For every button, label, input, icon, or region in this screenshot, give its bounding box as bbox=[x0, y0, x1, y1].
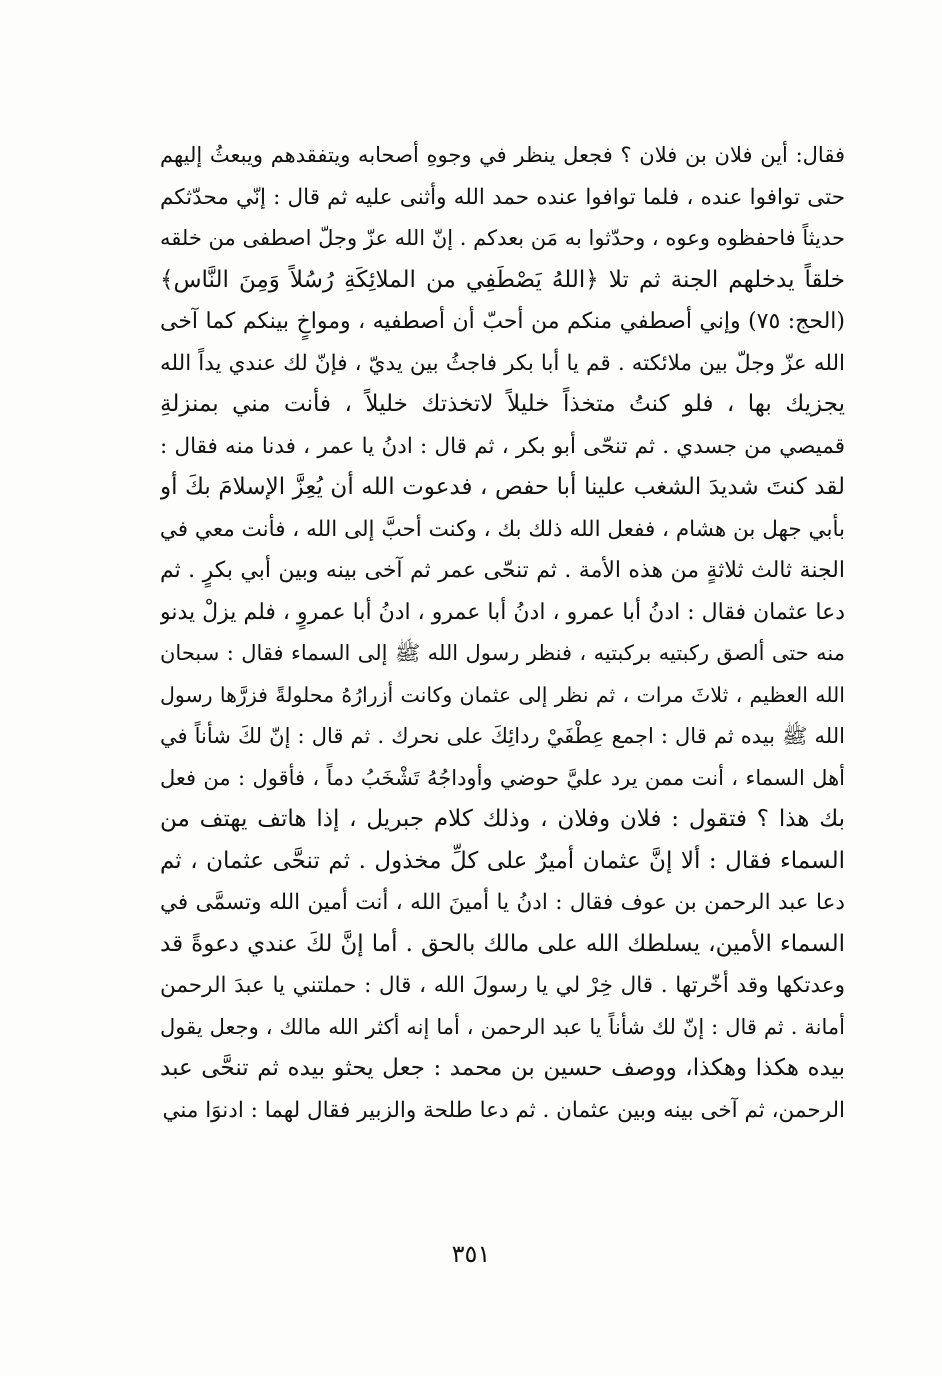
text-line: (الحج: ٧٥) وإني أصطفي منكم من أحبّ أن أصطفيه ، ومواخٍ بينكم كما آخى bbox=[160, 309, 845, 334]
text-line: دعا عثمان فقال : ادنُ أبا عمرو ، ادنُ أبا عمرو ، ادنُ أبا عمروٍ ، فلم يزلْ يدنو bbox=[160, 599, 845, 625]
text-line: بيده هكذا وهكذا، ووصف حسين بن محمد : جعل يحثو بيده ثم تنحَّى عبد bbox=[160, 1055, 845, 1081]
text-line: خلقاً يدخلهم الجنة ثم تلا ﴿اللهُ يَصْطَفِي من الملائِكَةِ رُسُلاً وَمِنَ النَّاس﴾ bbox=[160, 266, 845, 293]
body-text bbox=[160, 135, 845, 1131]
text-line: وعدتكها وقد أخّرتها . قال خِرْ لي يا رسولَ الله ، قال : حملتني يا عبدَ الرحمن bbox=[160, 973, 845, 998]
text-line: بأبي جهل بن هشام ، ففعل الله ذلك بك ، وكنت أحبَّ إلى الله ، فأنت معي في bbox=[160, 516, 845, 542]
text-line: الجنة ثالث ثلاثةٍ من هذه الأمة . ثم تنحّى عمر ثم آخى بينه وبين أبي بكرٍ . ثم bbox=[160, 558, 845, 583]
text-line: لقد كنتَ شديدَ الشغب علينا أبا حفص ، فدعوت الله أن يُعِزَّ الإسلامَ بكَ أو bbox=[160, 474, 845, 500]
text-line: أهل السماء ، أنت ممن يرد عليَّ حوضي وأوداجُهُ تَشْخَبُ دماً ، فأقول : من فعل bbox=[160, 765, 845, 790]
text-line: الله العظيم ، ثلاثَ مرات ، ثم نظر إلى عثمان وكانت أزرارُهُ محلولةً فزرَّها رسول bbox=[160, 682, 845, 707]
text-line: يجزيك بها ، فلو كنتُ متخذاً خليلاً لاتخذتك خليلاً ، فأنت مني بمنزلةِ bbox=[160, 391, 845, 417]
text-line: منه حتى ألصق ركبتيه بركبتيه ، فنظر رسول الله ﷺ إلى السماء فقال : سبحان bbox=[160, 641, 845, 665]
text-line: حتى توافوا عنده ، فلما توافوا عنده حمد الله وأثنى عليه ثم قال : إنّي محدّثكم bbox=[160, 184, 845, 210]
text-line: فقال: أين فلان بن فلان ؟ فجعل ينظر في وجوهِ أصحابه ويتفقدهم ويبعثُ إليهم bbox=[160, 143, 845, 167]
text-line: حديثاً فاحفظوه وعوه ، وحدّثوا به مَن بعدكم . إنّ الله عزّ وجلّ اصطفى من خلقه bbox=[160, 226, 845, 250]
text-line: السماء فقال : ألا إنَّ عثمان أميرٌ على كلِّ مخذول . ثم تنحَّى عثمان ، ثم bbox=[160, 847, 845, 874]
text-line: الله عزّ وجلّ بين ملائكته . قم يا أبا بكر فاجثُ بين يديّ ، فإنّ لك عندي يداً الله bbox=[160, 350, 845, 376]
text-line: الرحمن، ثم آخى بينه وبين عثمان . ثم دعا طلحة والزبير فقال لهما : ادنوَا مني bbox=[162, 1097, 845, 1123]
text-line: قميصي من جسدي . ثم تنحّى أبو بكر ، ثم قال : ادنُ يا عمر ، فدنا منه فقال : bbox=[160, 433, 845, 459]
text-line: دعا عبد الرحمن بن عوف فقال : ادنُ يا أمينَ الله ، أنت أمين الله وتسمَّى في bbox=[160, 890, 845, 915]
text-line: السماء الأمين، يسلطك الله على مالك بالحق . أما إنَّ لكَ عندي دعوةً قد bbox=[160, 930, 845, 957]
page-number: ٣٥١ bbox=[451, 1240, 491, 1268]
text-line: الله ﷺ بيده ثم قال : اجمع عِطْفَيْ ردائِكَ على نحرك . ثم قال : إنّ لكَ شأناً في bbox=[160, 724, 845, 748]
text-line: أمانة . ثم قال : إنّ لك شأناً يا عبد الرحمن ، أما إنه أكثر الله مالك ، وجعل يقول bbox=[160, 1014, 845, 1039]
text-line: بك هذا ؟ فتقول : فلان وفلان ، وذلك كلام جبريل ، إذا هاتف يهتف من bbox=[160, 806, 845, 832]
